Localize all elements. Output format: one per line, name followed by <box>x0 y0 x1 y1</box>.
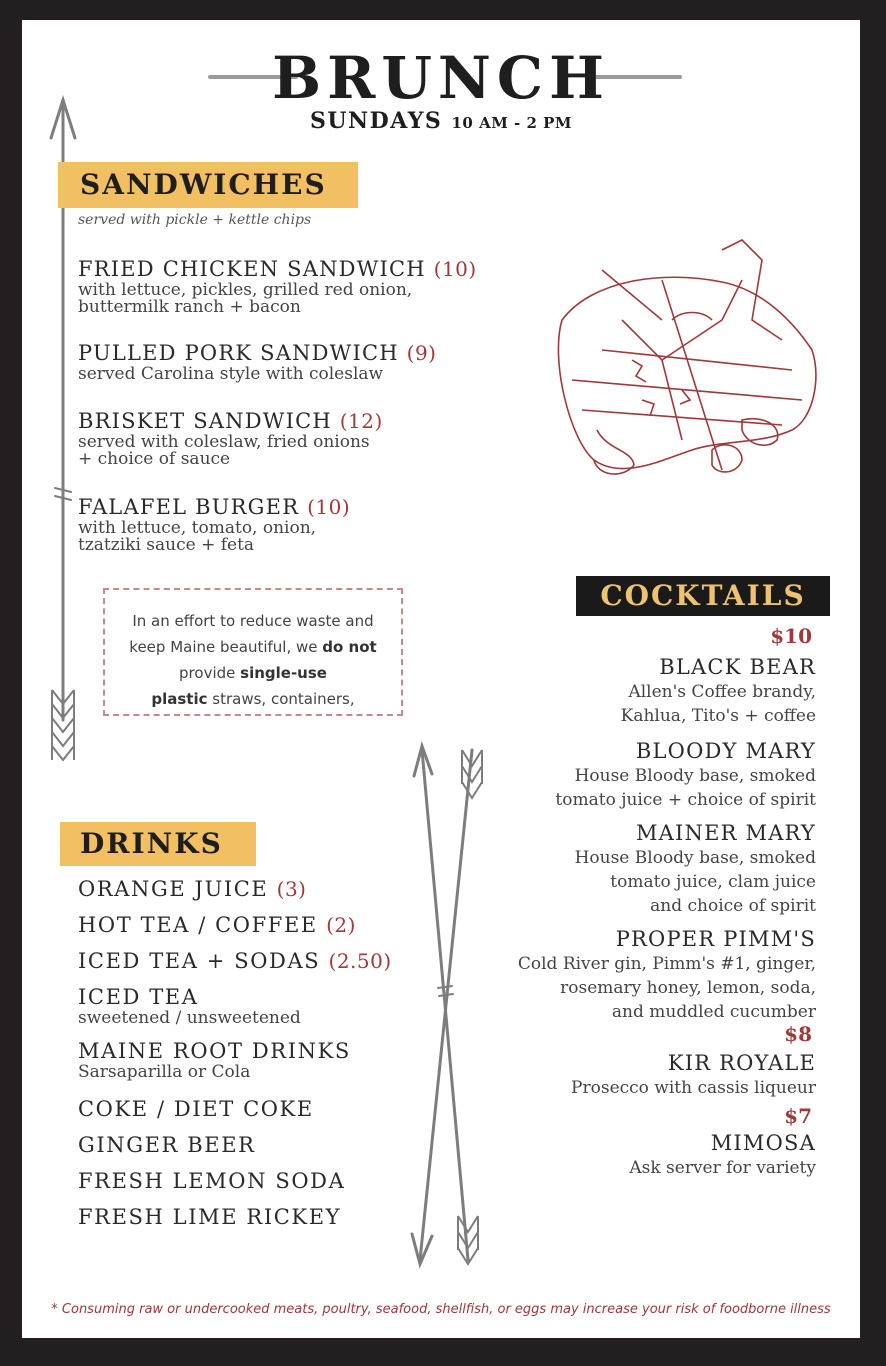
item-name: GINGER BEER <box>78 1133 256 1157</box>
drinks-label: DRINKS <box>60 822 256 866</box>
brunch-schedule <box>22 108 860 134</box>
eco-notice-line <box>115 686 391 712</box>
item-description: Sarsaparilla or Cola <box>78 1062 251 1082</box>
item-name: COKE / DIET COKE <box>78 1097 314 1121</box>
item-name: FRIED CHICKEN SANDWICH <box>78 257 426 281</box>
drink-item <box>78 912 356 938</box>
item-name: ICED TEA <box>78 985 199 1009</box>
drink-item <box>78 948 392 974</box>
item-description: served Carolina style with coleslaw <box>78 364 384 384</box>
item-price: (10) <box>433 257 477 281</box>
cocktail-item <box>396 1130 816 1180</box>
cocktail-tier-price: $10 <box>770 624 812 648</box>
item-description: Allen's Coffee brandy, <box>628 682 816 702</box>
sandwich-item <box>78 256 477 316</box>
cocktails-label: COCKTAILS <box>576 576 830 616</box>
item-description: + choice of sauce <box>78 449 231 469</box>
item-name: FRESH LIME RICKEY <box>78 1205 342 1229</box>
cocktail-item <box>396 820 816 918</box>
item-name: ORANGE JUICE <box>78 877 269 901</box>
brunch-hours: 10 AM - 2 PM <box>451 114 573 132</box>
item-description: and choice of spirit <box>650 896 816 916</box>
brunch-day: SUNDAYS <box>309 108 443 134</box>
item-description: with lettuce, tomato, onion, <box>78 518 317 538</box>
page-title: BRUNCH <box>272 44 610 112</box>
cocktail-item <box>396 926 816 1024</box>
drink-item <box>78 1204 341 1230</box>
cocktail-item <box>396 1050 816 1100</box>
sandwich-item <box>78 408 383 468</box>
eco-text: keep Maine beautiful, we <box>129 638 323 656</box>
illustration-sketch <box>558 240 816 474</box>
item-name: PROPER PIMM'S <box>615 927 816 951</box>
item-description: and muddled cucumber <box>611 1002 816 1022</box>
item-price: (2) <box>326 913 356 937</box>
eco-emphasis: plastic <box>151 690 208 708</box>
item-price: (3) <box>276 877 307 901</box>
item-description: Prosecco with cassis liqueur <box>571 1078 816 1098</box>
eco-notice <box>103 588 403 716</box>
item-name: MIMOSA <box>710 1131 816 1155</box>
item-price: (9) <box>406 341 437 365</box>
sandwich-item <box>78 340 436 383</box>
item-name: FRESH LEMON SODA <box>78 1169 346 1193</box>
eco-notice-line <box>115 634 391 660</box>
item-description: Cold River gin, Pimm's #1, ginger, <box>517 954 816 974</box>
item-name: KIR ROYALE <box>667 1051 816 1075</box>
item-description: tomato juice + choice of spirit <box>555 790 816 810</box>
item-description: Kahlua, Tito's + coffee <box>620 706 816 726</box>
sandwiches-subtitle: served with pickle + kettle chips <box>78 212 312 228</box>
item-name: FALAFEL BURGER <box>78 495 300 519</box>
eco-notice-line: In an effort to reduce waste and <box>132 612 374 630</box>
eco-notice-line <box>115 660 391 686</box>
item-name: BLACK BEAR <box>659 655 816 679</box>
item-description: House Bloody base, smoked <box>574 766 816 786</box>
item-description: buttermilk ranch + bacon <box>78 297 301 317</box>
item-name: HOT TEA / COFFEE <box>78 913 318 937</box>
item-name: MAINE ROOT DRINKS <box>78 1039 351 1063</box>
item-description: tzatziki sauce + feta <box>78 535 255 555</box>
eco-emphasis: single-use <box>240 664 327 682</box>
cocktail-item <box>396 738 816 812</box>
drink-item <box>78 876 306 902</box>
sandwiches-label: SANDWICHES <box>58 162 358 208</box>
item-name: BRISKET SANDWICH <box>78 409 332 433</box>
eco-text: straws, containers, <box>207 690 355 708</box>
item-name: PULLED PORK SANDWICH <box>78 341 399 365</box>
item-description: with lettuce, pickles, grilled red onion, <box>78 280 413 300</box>
sandwich-item <box>78 494 350 554</box>
item-description: Ask server for variety <box>629 1158 816 1178</box>
drink-item <box>78 984 301 1027</box>
menu-page <box>22 20 860 1338</box>
item-price: (12) <box>339 409 383 433</box>
eco-text: provide <box>179 664 241 682</box>
item-price: (10) <box>307 495 351 519</box>
drink-item <box>78 1096 314 1122</box>
eco-emphasis: do not <box>322 638 377 656</box>
item-description: tomato juice, clam juice <box>610 872 816 892</box>
drink-item <box>78 1168 345 1194</box>
item-name: ICED TEA + SODAS <box>78 949 321 973</box>
drink-item <box>78 1038 351 1081</box>
cocktail-tier-price: $8 <box>784 1022 812 1046</box>
item-name: BLOODY MARY <box>635 739 816 763</box>
item-description: served with coleslaw, fried onions <box>78 432 370 452</box>
item-description: sweetened / unsweetened <box>78 1008 301 1028</box>
foodborne-illness-disclaimer: * Consuming raw or undercooked meats, poultry, seafood, shellfish, or eggs may increase your risk of foodborne illness <box>51 1302 831 1317</box>
item-description: House Bloody base, smoked <box>574 848 816 868</box>
drink-item <box>78 1132 256 1158</box>
item-description: rosemary honey, lemon, soda, <box>560 978 816 998</box>
cocktail-item <box>396 654 816 728</box>
item-name: MAINER MARY <box>635 821 816 845</box>
item-price: (2.50) <box>328 949 392 973</box>
cocktail-tier-price: $7 <box>784 1104 812 1128</box>
